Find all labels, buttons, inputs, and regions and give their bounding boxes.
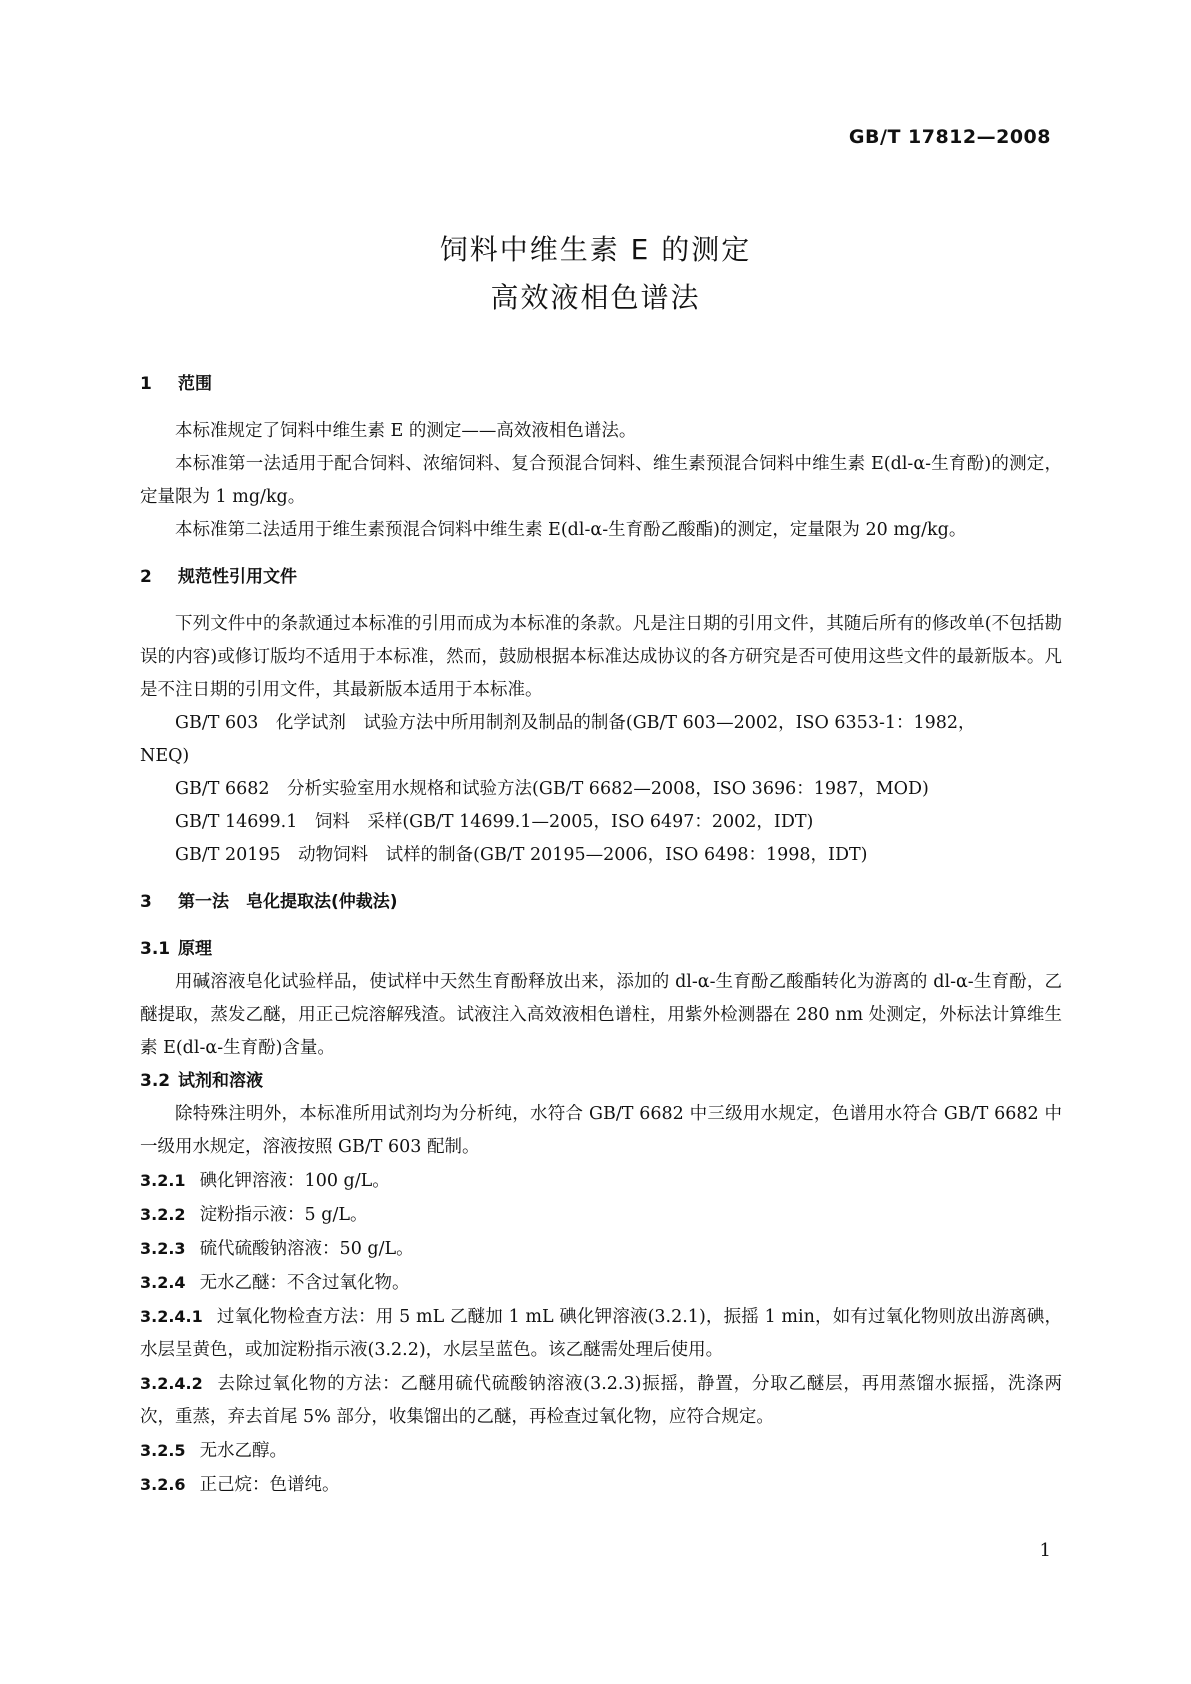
clause-item — [140, 1266, 1062, 1300]
paragraph: 本标准规定了饲料中维生素 E 的测定——高效液相色谱法。 — [175, 421, 637, 441]
section-title: 范围 — [178, 374, 212, 394]
subsection-number: 3.1 — [140, 939, 171, 959]
reference-item: GB/T 6682 分析实验室用水规格和试验方法(GB/T 6682—2008，ISO 3696：1987，MOD) — [175, 779, 929, 799]
clause-item — [140, 1300, 1062, 1367]
document-subtitle: 高效液相色谱法 — [490, 281, 701, 314]
clause-text: 去除过氧化物的方法：乙醚用硫代硫酸钠溶液(3.2.3)振摇，静置，分取乙醚层，再用蒸馏水振摇，洗涤两次，重蒸，弃去首尾 5% 部分，收集馏出的乙醚，再检查过氧化物，应符合规定。 — [140, 1374, 1062, 1427]
clause-text: 淀粉指示液：5 g/L。 — [199, 1205, 368, 1225]
document-title: 饲料中维生素 E 的测定 — [439, 233, 752, 266]
reference-item: GB/T 20195 动物饲料 试样的制备(GB/T 20195—2006，ISO 6498：1998，IDT) — [175, 845, 868, 865]
clause-item — [140, 1232, 1062, 1266]
clause-text: 碘化钾溶液：100 g/L。 — [199, 1171, 390, 1191]
section-number: 1 — [140, 374, 152, 394]
clause-number: 3.2.6 — [140, 1475, 186, 1494]
subsection-title: 试剂和溶液 — [178, 1071, 263, 1091]
clause-number: 3.2.4.1 — [140, 1307, 203, 1326]
clause-number: 3.2.2 — [140, 1205, 186, 1224]
clause-item — [140, 1434, 1062, 1468]
section-number: 2 — [140, 567, 152, 587]
paragraph: 本标准第一法适用于配合饲料、浓缩饲料、复合预混合饲料、维生素预混合饲料中维生素 E(dl-α-生育酚)的测定，定量限为 1 mg/kg。 — [140, 454, 1062, 507]
subsection-3-1-heading — [140, 933, 1062, 966]
clause-text: 硫代硫酸钠溶液：50 g/L。 — [199, 1239, 414, 1259]
clause-text: 无水乙醚：不含过氧化物。 — [199, 1273, 410, 1293]
standard-code: GB/T 17812—2008 — [848, 126, 1051, 148]
section-1-heading — [140, 368, 1062, 401]
document-body — [140, 368, 1062, 1502]
clause-item — [140, 1468, 1062, 1502]
section-number: 3 — [140, 892, 152, 912]
clause-number: 3.2.4 — [140, 1273, 186, 1292]
clause-item — [140, 1164, 1062, 1198]
reference-text-continued: NEQ) — [140, 746, 190, 766]
section-title: 第一法 皂化提取法(仲裁法) — [178, 892, 398, 912]
clause-number: 3.2.3 — [140, 1239, 186, 1258]
paragraph: 本标准第二法适用于维生素预混合饲料中维生素 E(dl-α-生育酚乙酸酯)的测定，定量限为 20 mg/kg。 — [175, 520, 967, 540]
section-3-heading — [140, 886, 1062, 919]
clause-text: 无水乙醇。 — [199, 1441, 288, 1461]
subsection-3-2-heading — [140, 1065, 1062, 1098]
paragraph: 下列文件中的条款通过本标准的引用而成为本标准的条款。凡是注日期的引用文件，其随后所有的修改单(不包括勘误的内容)或修订版均不适用于本标准，然而，鼓励根据本标准达成协议的各方研究是否可使用这些文件的最新版本。凡是不注日期的引用文件，其最新版本适用于本标准。 — [140, 614, 1062, 700]
clause-item — [140, 1198, 1062, 1232]
section-2-heading — [140, 561, 1062, 594]
paragraph: 除特殊注明外，本标准所用试剂均为分析纯，水符合 GB/T 6682 中三级用水规定，色谱用水符合 GB/T 6682 中一级用水规定，溶液按照 GB/T 603 配制。 — [140, 1104, 1062, 1157]
page-number: 1 — [1039, 1540, 1051, 1561]
reference-item — [140, 707, 1062, 773]
clause-item — [140, 1367, 1062, 1434]
clause-text: 正己烷：色谱纯。 — [199, 1475, 340, 1495]
clause-number: 3.2.1 — [140, 1171, 186, 1190]
clause-number: 3.2.4.2 — [140, 1374, 203, 1393]
paragraph: 用碱溶液皂化试验样品，使试样中天然生育酚释放出来，添加的 dl-α-生育酚乙酸酯转化为游离的 dl-α-生育酚，乙醚提取，蒸发乙醚，用正己烷溶解残渣。试液注入高效液相色谱柱，用紫外检测器在 280 nm 处测定，外标法计算维生素 E(dl-α-生育酚)含量。 — [140, 972, 1062, 1058]
reference-item: GB/T 14699.1 饲料 采样(GB/T 14699.1—2005，ISO 6497：2002，IDT) — [175, 812, 814, 832]
subsection-number: 3.2 — [140, 1071, 171, 1091]
clause-number: 3.2.5 — [140, 1441, 186, 1460]
section-title: 规范性引用文件 — [178, 567, 297, 587]
reference-text: GB/T 603 化学试剂 试验方法中所用制剂及制品的制备(GB/T 603—2002，ISO 6353-1：1982， — [175, 713, 976, 733]
subsection-title: 原理 — [178, 939, 212, 959]
clause-text: 过氧化物检查方法：用 5 mL 乙醚加 1 mL 碘化钾溶液(3.2.1)，振摇 1 min，如有过氧化物则放出游离碘，水层呈黄色，或加淀粉指示液(3.2.2)，水层呈蓝色。该乙醚需处理后使用。 — [140, 1307, 1062, 1360]
